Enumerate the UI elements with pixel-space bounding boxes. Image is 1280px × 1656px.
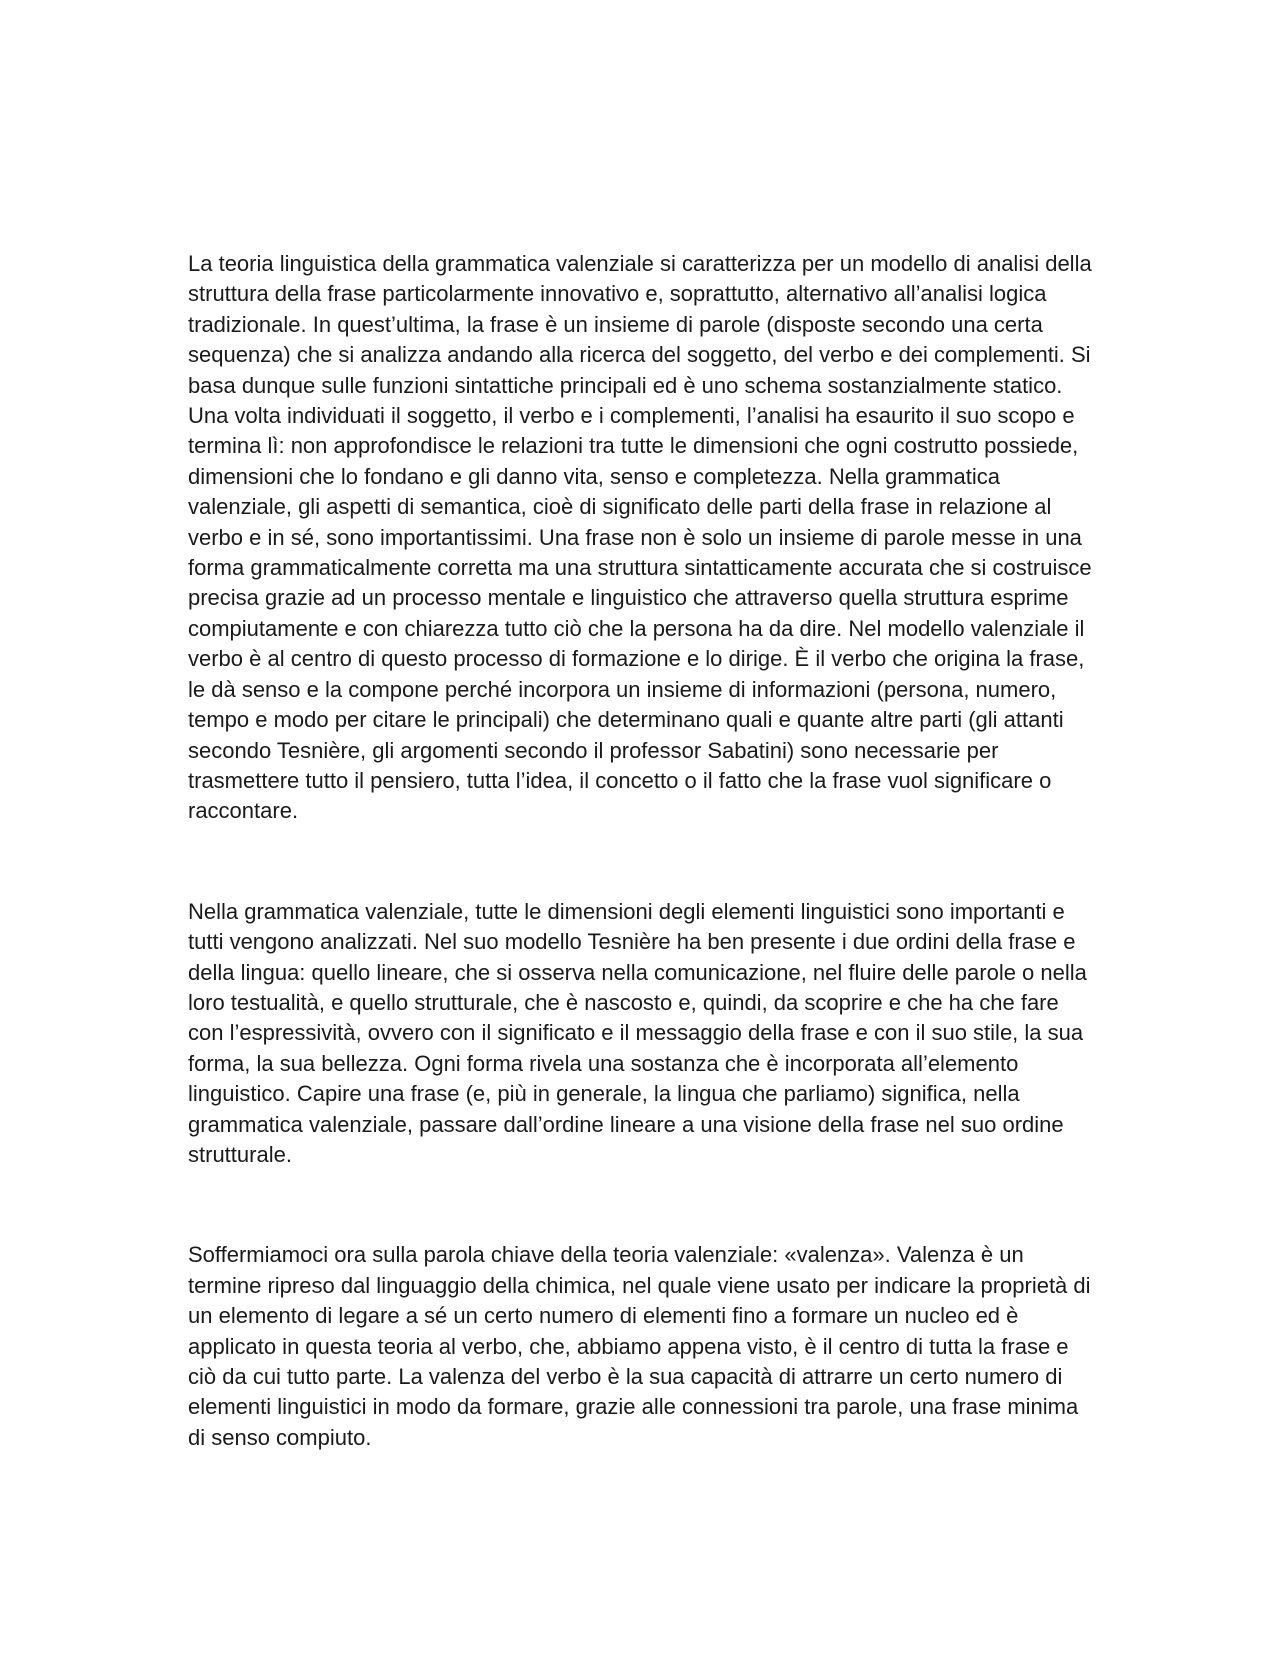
- document-body: [188, 249, 1100, 1453]
- paragraph-linear-structural-order: Nella grammatica valenziale, tutte le dimensioni degli elementi linguistici sono importanti e tutti vengono analizzati. Nel suo modello Tesnière ha ben presente i due ordini della frase e della lingua: quello lineare, che si osserva nella comunicazione, nel fluire delle parole o nella loro testualità, e quello strutturale, che è nascosto e, quindi, da scoprire e che ha che fare con l’espressività, ovvero con il significato e il messaggio della frase e con il suo stile, la sua forma, la sua bellezza. Ogni forma rivela una sostanza che è incorporata all’elemento linguistico. Capire una frase (e, più in generale, la lingua che parliamo) significa, nella grammatica valenziale, passare dall’ordine lineare a una visione della frase nel suo ordine strutturale.: [188, 898, 1087, 1167]
- paragraph-valency-definition: Soffermiamoci ora sulla parola chiave della teoria valenziale: «valenza». Valenza è un termine ripreso dal linguaggio della chimica, nel quale viene usato per indicare la proprietà di un elemento di legare a sé un certo numero di elementi fino a formare un nucleo ed è applicato in questa teoria al verbo, che, abbiamo appena visto, è il centro di tutta la frase e ciò da cui tutto parte. La valenza del verbo è la sua capacità di attrarre un certo numero di elementi linguistici in modo da formare, grazie alle connessioni tra parole, una frase minima di senso compiuto.: [188, 1242, 1091, 1450]
- paragraph-valency-grammar-intro: La teoria linguistica della grammatica valenziale si caratterizza per un modello di analisi della struttura della frase particolarmente innovativo e, soprattutto, alternativo all’analisi logica tradizionale. In quest’ultima, la frase è un insieme di parole (disposte secondo una certa sequenza) che si analizza andando alla ricerca del soggetto, del verbo e dei complementi. Si basa dunque sulle funzioni sintattiche principali ed è uno schema sostanzialmente statico. Una volta individuati il soggetto, il verbo e i complementi, l’analisi ha esaurito il suo scopo e termina lì: non approfondisce le relazioni tra tutte le dimensioni che ogni costrutto possiede, dimensioni che lo fondano e gli danno vita, senso e completezza. Nella grammatica valenziale, gli aspetti di semantica, cioè di significato delle parti della frase in relazione al verbo e in sé, sono importantissimi. Una frase non è solo un insieme di parole messe in una forma grammaticalmente corretta ma una struttura sintatticamente accurata che si costruisce precisa grazie ad un processo mentale e linguistico che attraverso quella struttura esprime compiutamente e con chiarezza tutto ciò che la persona ha da dire. Nel modello valenziale il verbo è al centro di questo processo di formazione e lo dirige. È il verbo che origina la frase, le dà senso e la compone perché incorpora un insieme di informazioni (persona, numero, tempo e modo per citare le principali) che determinano quali e quante altre parti (gli attanti secondo Tesnière, gli argomenti secondo il professor Sabatini) sono necessarie per trasmettere tutto il pensiero, tutta l’idea, il concetto o il fatto che la frase vuol significare o raccontare.: [188, 251, 1092, 824]
